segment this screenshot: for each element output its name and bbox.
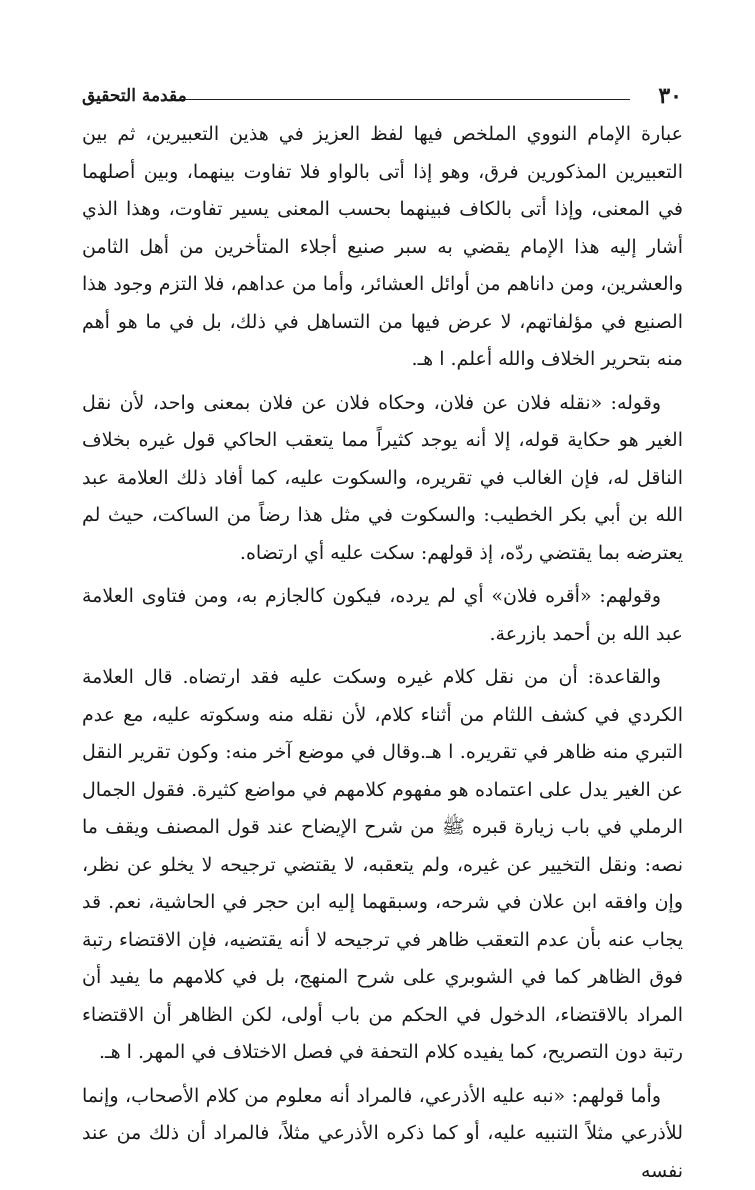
paragraph-3: وقولهم: «أقره فلان» أي لم يرده، فيكون كالجازم به، ومن فتاوى العلامة عبد الله بن أحمد بازرعة. [82,578,683,653]
section-title: مقدمة التحقيق [82,84,187,108]
page-header [82,84,682,108]
page-number: ٣٠ [658,84,682,108]
paragraph-4: والقاعدة: أن من نقل كلام غيره وسكت عليه فقد ارتضاه. قال العلامة الكردي في كشف اللثام من أثناء كلام، لأن نقله منه وسكوته عليه، مع عدم التبري منه ظاهر في تقريره. ا هـ.وقال في موضع آخر منه: وكون تقرير النقل عن الغير يدل على اعتماده هو مفهوم كلامهم في مواضع كثيرة. فقول الجمال الرملي في باب زيارة قبره ﷺ من شرح الإيضاح عند قول المصنف ويقف ما نصه: ونقل التخيير عن غيره، ولم يتعقبه، لا يقتضي ترجيحه لا يخلو عن نظر، وإن وافقه ابن علان في شرحه، وسبقهما إليه ابن حجر في الحاشية، نعم. قد يجاب عنه بأن عدم التعقب ظاهر في ترجيحه لا أنه يقتضيه، فإن الاقتضاء رتبة فوق الظاهر كما في الشوبري على شرح المنهج، بل في كلامهم ما يفيد أن المراد بالاقتضاء، الدخول في الحكم من باب أولى، لكن الظاهر أن الاقتضاء رتبة دون التصريح، كما يفيده كلام التحفة في فصل الاختلاف في المهر. ا هـ. [82,659,683,1072]
paragraph-1: عبارة الإمام النووي الملخص فيها لفظ العزيز في هذين التعبيرين، ثم بين التعبيرين المذكورين فرق، وهو إذا أتى بالواو فلا تفاوت بينهما، وبين أصلهما في المعنى، وإذا أتى بالكاف فبينهما بحسب المعنى يسير تفاوت، وهذا الذي أشار إليه هذا الإمام يقضي به سبر صنيع أجلاء المتأخرين من أهل الثامن والعشرين، ومن داناهم من أوائل العشائر، وأما من عداهم، فلا التزم وجود هذا الصنيع في مؤلفاتهم، لا عرض فيها من التساهل في ذلك، بل في ما هو أهم منه بتحرير الخلاف والله أعلم. ا هـ. [82,116,683,379]
body-text [82,116,683,1190]
paragraph-5: وأما قولهم: «نبه عليه الأذرعي، فالمراد أنه معلوم من كلام الأصحاب، وإنما للأذرعي مثلاً التنبيه عليه، أو كما ذكره الأذرعي مثلاً، فالمراد أن ذلك من عند نفسه [82,1078,683,1190]
header-rule [172,99,630,100]
paragraph-2: وقوله: «نقله فلان عن فلان، وحكاه فلان عن فلان بمعنى واحد، لأن نقل الغير هو حكاية قوله، إلا أنه يوجد كثيراً مما يتعقب الحاكي قول غيره بخلاف الناقل له، فإن الغالب في تقريره، والسكوت عليه، كما أفاد ذلك العلامة عبد الله بن أبي بكر الخطيب: والسكوت في مثل هذا رضاً من الساكت، حيث لم يعترضه بما يقتضي ردّه، إذ قولهم: سكت عليه أي ارتضاه. [82,385,683,573]
